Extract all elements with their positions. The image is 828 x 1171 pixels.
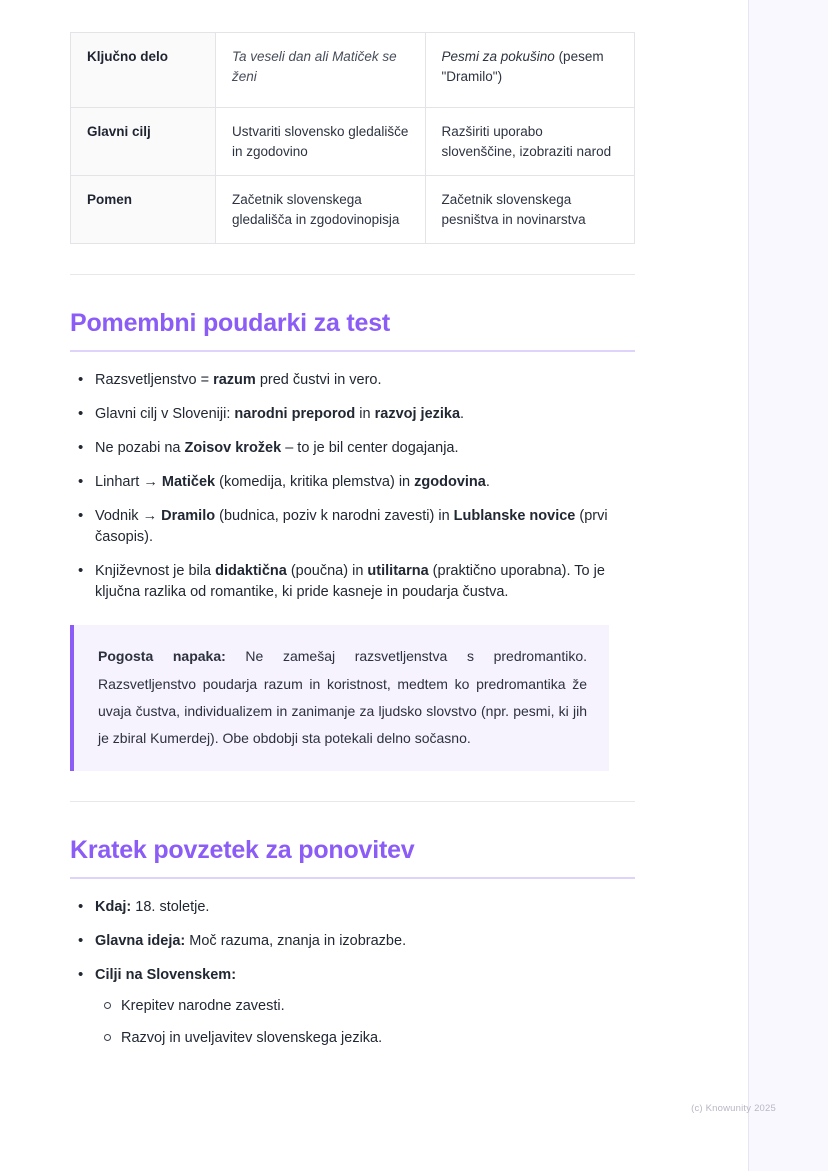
bullet-text: (poučna) in: [286, 563, 368, 580]
table-cell-title-italic: Pesmi za pokušino: [441, 49, 555, 64]
list-item: [70, 370, 635, 391]
list-item: [70, 404, 635, 425]
bullet-text: 18. stoletje.: [131, 898, 210, 915]
document-content: [70, 0, 635, 1062]
table-row-header: Glavni cilj: [71, 108, 216, 176]
list-item: [70, 561, 635, 603]
bullet-emphasis: Dramilo: [161, 508, 216, 525]
bullet-emphasis: zgodovina: [414, 474, 486, 491]
table-cell-vodnik: Razširiti uporabo slovenščine, izobraziti narod: [425, 108, 635, 176]
table-row-header: Ključno delo: [71, 33, 216, 108]
bullet-text: in: [355, 406, 375, 423]
bullet-text: Razsvetljenstvo =: [95, 372, 214, 389]
bullet-text: .: [485, 474, 490, 491]
highlights-heading: Pomembni poudarki za test: [70, 309, 391, 338]
bullet-text: – to je bil center dogajanja.: [281, 440, 459, 457]
bullet-text: .: [460, 406, 465, 423]
highlights-heading-wrap: [70, 309, 635, 352]
section-divider: [70, 801, 635, 802]
table-cell-linhart: Ustvariti slovensko gledališče in zgodovino: [216, 108, 426, 176]
summary-heading-wrap: [70, 836, 635, 879]
right-margin-divider: [748, 0, 749, 1171]
section-divider: [70, 274, 635, 275]
table-cell-vodnik: [425, 33, 635, 108]
bullet-emphasis: Zoisov krožek: [184, 440, 282, 457]
right-margin-strip: [748, 0, 828, 1171]
common-mistake-callout: [70, 625, 609, 770]
bullet-emphasis: Lublanske novice: [453, 508, 576, 525]
comparison-table: [70, 32, 635, 244]
bullet-text: Linhart →: [95, 474, 162, 491]
summary-list: [70, 897, 635, 1049]
bullet-emphasis: Glavna ideja:: [95, 932, 186, 949]
bullet-text: Moč razuma, znanja in izobrazbe.: [185, 932, 407, 949]
sub-list-item: Krepitev narodne zavesti.: [95, 996, 635, 1017]
callout-label: Pogosta napaka:: [98, 648, 226, 665]
bullet-text: (budnica, poziv k narodni zavesti) in: [215, 508, 454, 525]
highlights-list: [70, 370, 635, 603]
bullet-emphasis: Kdaj:: [95, 898, 132, 915]
footer-credit: (c) Knowunity 2025: [691, 1103, 776, 1114]
list-item: [70, 931, 635, 952]
summary-heading: Kratek povzetek za ponovitev: [70, 835, 415, 864]
table-cell-linhart: Začetnik slovenskega gledališča in zgodovinopisja: [216, 176, 426, 244]
bullet-emphasis: didaktična: [215, 563, 287, 580]
list-item: [70, 438, 635, 459]
table-cell-vodnik: Začetnik slovenskega pesništva in novinarstva: [425, 176, 635, 244]
sub-list: [95, 996, 635, 1049]
bullet-emphasis: utilitarna: [367, 563, 429, 580]
sub-list-item: Razvoj in uveljavitev slovenskega jezika.: [95, 1028, 635, 1049]
bullet-text: Ne pozabi na: [95, 440, 185, 457]
callout-text: Ne zamešaj razsvetljenstva s predromantiko. Razsvetljenstvo poudarja razum in koristnost, medtem ko predromantika že uvaja čustva, individualizem in zanimanje za ljudsko slovstvo (npr. pesmi, ki jih je zbiral Kumerdej). Obe obdobji sta potekali delno sočasno.: [98, 648, 587, 747]
bullet-emphasis: narodni preporod: [234, 406, 356, 423]
table-row: [71, 176, 635, 244]
bullet-text: Vodnik →: [95, 508, 162, 525]
list-item: [70, 897, 635, 918]
bullet-emphasis: razum: [213, 372, 256, 389]
bullet-text: Književnost je bila: [95, 563, 216, 580]
table-row-header: Pomen: [71, 176, 216, 244]
list-item: [70, 965, 635, 1049]
list-item: [70, 506, 635, 548]
bullet-text: (praktično uporabna). To je ključna razlika od romantike, ki pride kasneje in poudarja čustva.: [95, 563, 605, 601]
table-cell-title-plain: (pesem "Dramilo"): [441, 49, 604, 84]
bullet-emphasis: razvoj jezika: [374, 406, 461, 423]
bullet-text: (prvi časopis).: [95, 508, 608, 546]
bullet-text: pred čustvi in vero.: [255, 372, 382, 389]
bullet-emphasis: Matiček: [161, 474, 216, 491]
table-cell-linhart: Ta veseli dan ali Matiček se ženi: [216, 33, 426, 108]
table-row: [71, 108, 635, 176]
list-item: [70, 472, 635, 493]
bullet-emphasis: Cilji na Slovenskem:: [95, 966, 237, 983]
table-row: [71, 33, 635, 108]
bullet-text: (komedija, kritika plemstva) in: [215, 474, 415, 491]
bullet-text: Glavni cilj v Sloveniji:: [95, 406, 235, 423]
